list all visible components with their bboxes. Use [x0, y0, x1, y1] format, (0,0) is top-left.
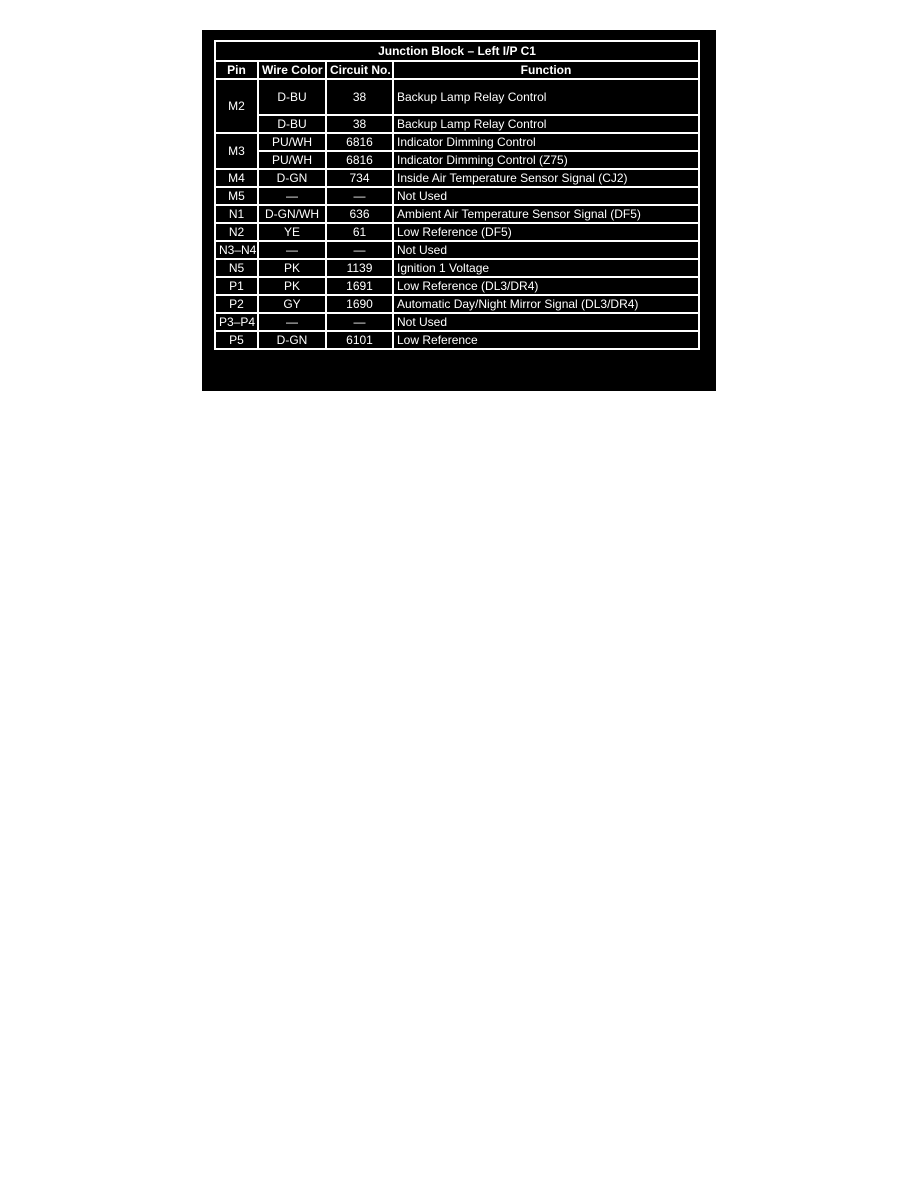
cell-wire-color: YE [258, 223, 326, 241]
cell-function: Low Reference (DF5) [393, 223, 699, 241]
cell-pin: P2 [215, 295, 258, 313]
header-circuit-no: Circuit No. [326, 61, 393, 79]
cell-wire-color: — [258, 187, 326, 205]
cell-function: Low Reference (DL3/DR4) [393, 277, 699, 295]
cell-function: Not Used [393, 241, 699, 259]
cell-pin: P1 [215, 277, 258, 295]
cell-circuit-no: 6816 [326, 133, 393, 151]
cell-circuit-no: 6101 [326, 331, 393, 349]
cell-circuit-no: 61 [326, 223, 393, 241]
header-pin: Pin [215, 61, 258, 79]
cell-circuit-no: — [326, 313, 393, 331]
cell-function: Not Used [393, 313, 699, 331]
table-row [215, 223, 699, 241]
cell-wire-color: D-BU [258, 115, 326, 133]
cell-circuit-no: — [326, 187, 393, 205]
cell-function: Not Used [393, 187, 699, 205]
cell-wire-color: D-BU [258, 79, 326, 115]
table-row [215, 241, 699, 259]
table-row [215, 295, 699, 313]
table-row [215, 205, 699, 223]
cell-function: Ignition 1 Voltage [393, 259, 699, 277]
connector-table-panel [202, 30, 716, 391]
cell-function: Inside Air Temperature Sensor Signal (CJ2) [393, 169, 699, 187]
cell-circuit-no: 38 [326, 115, 393, 133]
header-function: Function [393, 61, 699, 79]
cell-function: Backup Lamp Relay Control [393, 115, 699, 133]
table-row [215, 79, 699, 115]
cell-function: Automatic Day/Night Mirror Signal (DL3/DR4) [393, 295, 699, 313]
table-row [215, 277, 699, 295]
cell-pin: N1 [215, 205, 258, 223]
cell-pin: P5 [215, 331, 258, 349]
cell-function: Indicator Dimming Control [393, 133, 699, 151]
cell-wire-color: PU/WH [258, 133, 326, 151]
table-row [215, 115, 699, 133]
cell-wire-color: D-GN/WH [258, 205, 326, 223]
cell-function: Ambient Air Temperature Sensor Signal (DF5) [393, 205, 699, 223]
cell-pin: M5 [215, 187, 258, 205]
cell-circuit-no: 734 [326, 169, 393, 187]
cell-function: Backup Lamp Relay Control [393, 79, 699, 115]
cell-pin: N3–N4 [215, 241, 258, 259]
cell-wire-color: PU/WH [258, 151, 326, 169]
cell-circuit-no: 1139 [326, 259, 393, 277]
cell-circuit-no: 1691 [326, 277, 393, 295]
cell-wire-color: GY [258, 295, 326, 313]
cell-function: Indicator Dimming Control (Z75) [393, 151, 699, 169]
cell-circuit-no: 38 [326, 79, 393, 115]
cell-pin: N2 [215, 223, 258, 241]
cell-wire-color: D-GN [258, 331, 326, 349]
cell-pin: M3 [215, 133, 258, 169]
cell-circuit-no: 6816 [326, 151, 393, 169]
table-row [215, 169, 699, 187]
table-row [215, 313, 699, 331]
junction-block-table [214, 40, 700, 350]
table-row [215, 151, 699, 169]
table-row [215, 187, 699, 205]
table-title-row [215, 41, 699, 61]
cell-pin: M2 [215, 79, 258, 133]
table-row [215, 133, 699, 151]
cell-pin: M4 [215, 169, 258, 187]
cell-wire-color: D-GN [258, 169, 326, 187]
cell-circuit-no: 1690 [326, 295, 393, 313]
table-row [215, 331, 699, 349]
cell-pin: N5 [215, 259, 258, 277]
table-header-row [215, 61, 699, 79]
cell-wire-color: PK [258, 277, 326, 295]
table-row [215, 259, 699, 277]
header-wire-color: Wire Color [258, 61, 326, 79]
cell-wire-color: — [258, 313, 326, 331]
cell-wire-color: PK [258, 259, 326, 277]
cell-circuit-no: — [326, 241, 393, 259]
cell-circuit-no: 636 [326, 205, 393, 223]
cell-function: Low Reference [393, 331, 699, 349]
table-title: Junction Block – Left I/P C1 [215, 41, 699, 61]
cell-pin: P3–P4 [215, 313, 258, 331]
cell-wire-color: — [258, 241, 326, 259]
